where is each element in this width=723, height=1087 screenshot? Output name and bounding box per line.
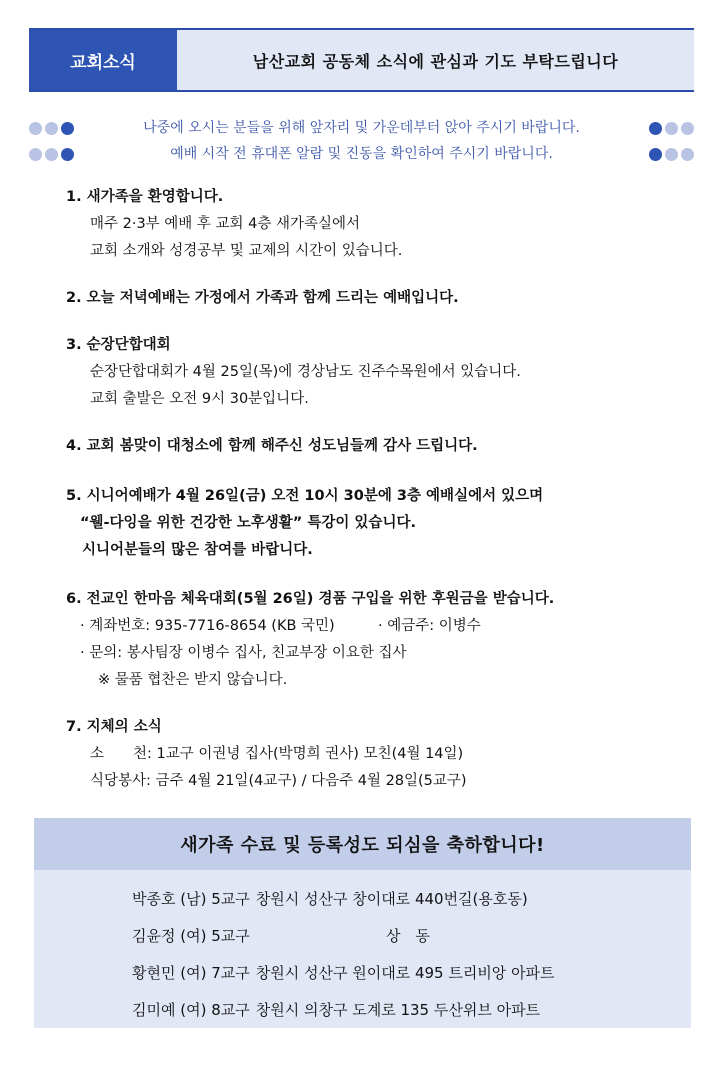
list-item: [132, 955, 691, 992]
newcomer-address: 상 동: [386, 927, 430, 945]
header-title: 남산교회 공동체 소식에 관심과 기도 부탁드립니다: [252, 51, 619, 71]
header-tag: 교회소식: [29, 30, 177, 90]
account-holder: · 예금주: 이병수: [378, 618, 481, 634]
news-item-4: [66, 433, 676, 460]
item-text: 매주 2·3부 예배 후 교회 4층 새가족실에서: [90, 216, 361, 232]
item-heading: 1. 새가족을 환영합니다.: [66, 189, 224, 205]
news-item-6: [66, 586, 676, 694]
newcomer-address: 창원시 의창구 도계로 135 두산위브 아파트: [255, 1001, 541, 1019]
newcomer-name: 박종호 (남) 5교구: [132, 890, 250, 908]
list-item: [132, 881, 691, 918]
item-text: 소 천: 1교구 이권녕 집사(박명희 권사) 모친(4월 14일): [90, 746, 464, 762]
list-item: [132, 992, 691, 1029]
item-heading: 3. 순장단합대회: [66, 337, 171, 353]
notice-text: 예배 시작 전 휴대폰 알람 및 진동을 확인하여 주시기 바랍니다.: [170, 146, 553, 162]
item-heading: 7. 지체의 소식: [66, 719, 162, 735]
item-heading: 6. 전교인 한마음 체육대회(5월 26일) 경품 구입을 위한 후원금을 받습니다.: [66, 591, 555, 607]
item-note: ※ 물품 협찬은 받지 않습니다.: [98, 672, 288, 688]
newcomers-box: [34, 818, 691, 1028]
newcomer-name: 김윤정 (여) 5교구: [132, 927, 250, 945]
account-number: · 계좌번호: 935-7716-8654 (KB 국민): [80, 618, 335, 634]
item-text: 교회 소개와 성경공부 및 교제의 시간이 있습니다.: [90, 243, 403, 259]
dots-right-icon: [649, 122, 694, 135]
notice-row: [29, 142, 694, 166]
item-text: 시니어분들의 많은 참여를 바랍니다.: [82, 542, 313, 558]
news-item-1: [66, 184, 676, 265]
newcomers-title: 새가족 수료 및 등록성도 되심을 축하합니다!: [34, 818, 691, 870]
list-item: [132, 918, 691, 955]
header-banner: [29, 28, 694, 92]
newcomers-list: [34, 870, 691, 1029]
item-heading: 2. 오늘 저녁예배는 가정에서 가족과 함께 드리는 예배입니다.: [66, 290, 459, 306]
news-item-3: [66, 332, 676, 413]
newcomer-name: 김미예 (여) 8교구: [132, 1001, 250, 1019]
newcomer-address: 창원시 성산구 원이대로 495 트리비앙 아파트: [255, 964, 555, 982]
item-text: · 문의: 봉사팀장 이병수 집사, 친교부장 이요한 집사: [80, 645, 407, 661]
item-heading: 5. 시니어예배가 4월 26일(금) 오전 10시 30분에 3층 예배실에서 있으며: [66, 488, 544, 504]
item-text: 식당봉사: 금주 4월 21일(4교구) / 다음주 4월 28일(5교구): [90, 773, 467, 789]
newcomer-address: 창원시 성산구 창이대로 440번길(용호동): [255, 890, 528, 908]
news-item-5: [66, 483, 676, 564]
news-item-7: [66, 714, 676, 795]
notice-row: [29, 116, 694, 140]
dots-right-icon: [649, 148, 694, 161]
item-text: “웰-다잉을 위한 건강한 노후생활” 특강이 있습니다.: [80, 515, 416, 531]
newcomer-name: 황현민 (여) 7교구: [132, 964, 250, 982]
item-heading: 4. 교회 봄맞이 대청소에 함께 해주신 성도님들께 감사 드립니다.: [66, 438, 478, 454]
donation-info: [66, 613, 676, 640]
item-text: 순장단합대회가 4월 25일(목)에 경상남도 진주수목원에서 있습니다.: [90, 364, 521, 380]
item-text: 교회 출발은 오전 9시 30분입니다.: [90, 391, 309, 407]
notice-text: 나중에 오시는 분들을 위해 앞자리 및 가운데부터 앉아 주시기 바랍니다.: [143, 120, 580, 136]
news-item-2: [66, 285, 676, 312]
